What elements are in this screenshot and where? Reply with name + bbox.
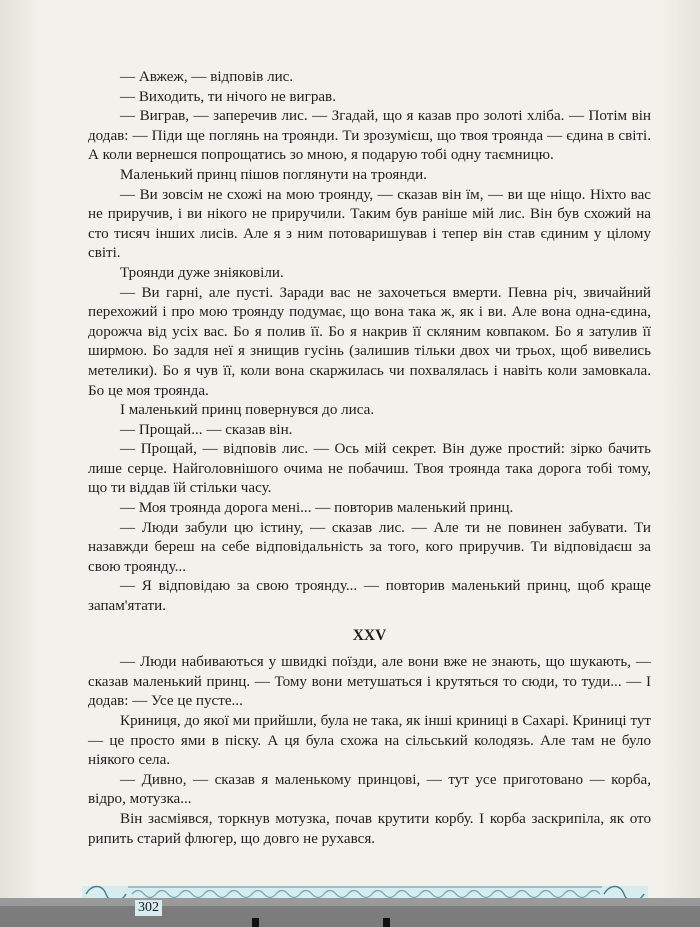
page-number: 302 [135, 900, 162, 916]
scan-artifact [383, 918, 390, 927]
paragraph: Він засміявся, торкнув мотузка, почав крутити корбу. І корба заскрипіла, як ото рипить старий флюгер, що довго не рухався. [88, 810, 651, 847]
paragraph: — Прощай... — сказав він. [120, 421, 293, 438]
scan-artifact [252, 918, 259, 927]
paragraph: — Я відповідаю за свою троянду... — повторив маленький принц, щоб краще запам'ятати. [88, 578, 651, 615]
paragraph: — Ви гарні, але пусті. Заради вас не захочеться вмерти. Певна річ, звичайний перехожий і про мою троянду подумає, що вона така ж, як і ви. Але вона одна-єдина, дорожча від усіх вас. Бо я полив її. Бо я накрив її скляним ковпаком. Бо я затулив її ширмою. Бо задля неї я знищив гусінь (залишив тільки двох чи трьох, щоб вивелись метелики). Бо я чув її, коли вона скаржилась чи похвалялась і навіть коли замовкала. Бо це моя троянда. [88, 284, 651, 399]
main-text [88, 68, 651, 849]
paragraph: — Авжеж, — відповів лис. [120, 69, 294, 85]
scan-bottom-bar-inner [0, 906, 700, 927]
paragraph: — Дивно, — сказав я маленькому принцові, — тут усе приготовано — корба, відро, мотузка... [88, 771, 651, 808]
paragraph: Троянди дуже зніяковіли. [120, 264, 284, 281]
paragraph: Криниця, до якої ми прийшли, була не така, як інші криниці в Сахарі. Криниці тут — це просто ями в піску. А ця була схожа на сільський колодязь. Але там не було ніякого села. [88, 713, 651, 769]
paragraph: — Прощай, — відповів лис. — Ось мій секрет. Він дуже простий: зірко бачить лише серце. Найголовнішого очима не побачиш. Твоя троянда така дорога тобі тому, що ти віддав їй стільки часу. [88, 441, 651, 497]
paragraph: — Виходить, ти нічого не виграв. [120, 88, 336, 105]
paragraph: — Люди набиваються у швидкі поїзди, але вони вже не знають, що шукають, — сказав маленький принц. — Тому вони метушаться і крутяться то сюди, то туди... — І додав: — Усе це пусте... [88, 654, 651, 710]
paragraph: — Виграв, — заперечив лис. — Згадай, що я казав про золоті хліба. — Потім він додав: — Піди ще поглянь на троянди. Ти зрозумієш, що твоя троянда — єдина в світі. А коли вернешся попрощатись зо мною, я подарую тобі одну таємницю. [88, 108, 651, 164]
paragraph: І маленький принц повернувся до лиса. [120, 402, 375, 419]
paragraph: — Люди забули цю істину, — сказав лис. — Але ти не повинен забувати. Ти назавжди береш на себе відповідальність за того, кого приручив. Ти відповідаєш за свою троянду... [88, 519, 651, 575]
paragraph: — Ви зовсім не схожі на мою троянду, — сказав він їм, — ви ще ніщо. Ніхто вас не приручив, і ви нікого не приручили. Таким був раніше мій лис. Він був схожий на сто тисяч інших лисів. Але я з ним потоваришував і тепер він став єдиним у цілому світі. [88, 186, 651, 262]
paragraph: Маленький принц пішов поглянути на троянди. [120, 166, 427, 183]
paragraph: — Моя троянда дорога мені... — повторив маленький принц. [120, 500, 514, 517]
chapter-heading: XXV [352, 626, 387, 644]
